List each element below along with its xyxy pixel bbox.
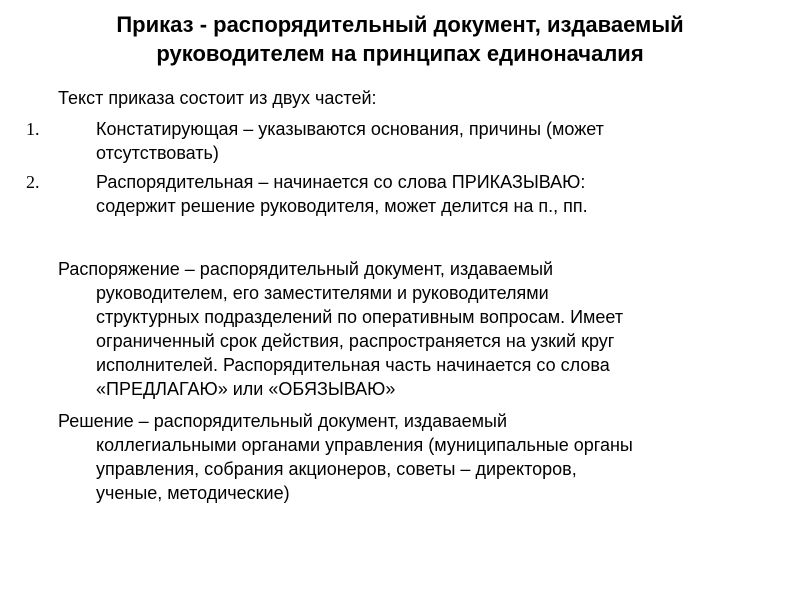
list-item-line: Распорядительная – начинается со слова ПРИКАЗЫВАЮ:: [96, 172, 586, 192]
list-item-number: 1.: [26, 119, 40, 139]
list-item-line: Констатирующая – указываются основания, причины (может: [96, 119, 604, 139]
paragraph-line: «ПРЕДЛАГАЮ» или «ОБЯЗЫВАЮ»: [96, 379, 396, 399]
list-item-text: [96, 117, 746, 165]
paragraph-line: руководителем, его заместителями и руководителями: [96, 283, 549, 303]
list-item-text: [96, 170, 746, 218]
list-item-number: 2.: [26, 172, 40, 192]
paragraph-line: структурных подразделений по оперативным вопросам. Имеет: [96, 307, 624, 327]
paragraph-reshenie: [0, 409, 800, 505]
paragraph-line: исполнителей. Распорядительная часть начинается со слова: [96, 355, 610, 375]
list-item-line: отсутствовать): [96, 143, 219, 163]
paragraph-line: ограниченный срок действия, распространяется на узкий круг: [96, 331, 615, 351]
intro-text: Текст приказа состоит из двух частей:: [58, 88, 377, 108]
paragraph-line: коллегиальными органами управления (муниципальные органы: [96, 435, 633, 455]
list-item-line: содержит решение руководителя, может делится на п., пп.: [96, 196, 588, 216]
page-title: [20, 10, 780, 68]
paragraph-line: Распоряжение – распорядительный документ, издаваемый: [58, 259, 554, 279]
title-line-2: руководителем на принципах единоначалия: [156, 41, 644, 66]
paragraph-line: Решение – распорядительный документ, издаваемый: [58, 411, 507, 431]
paragraph-rasporyazhenie: [0, 257, 800, 401]
title-line-1: Приказ - распорядительный документ, издаваемый: [116, 12, 684, 37]
paragraph-line: управления, собрания акционеров, советы – директоров,: [96, 459, 577, 479]
paragraph-line: ученые, методические): [96, 483, 290, 503]
